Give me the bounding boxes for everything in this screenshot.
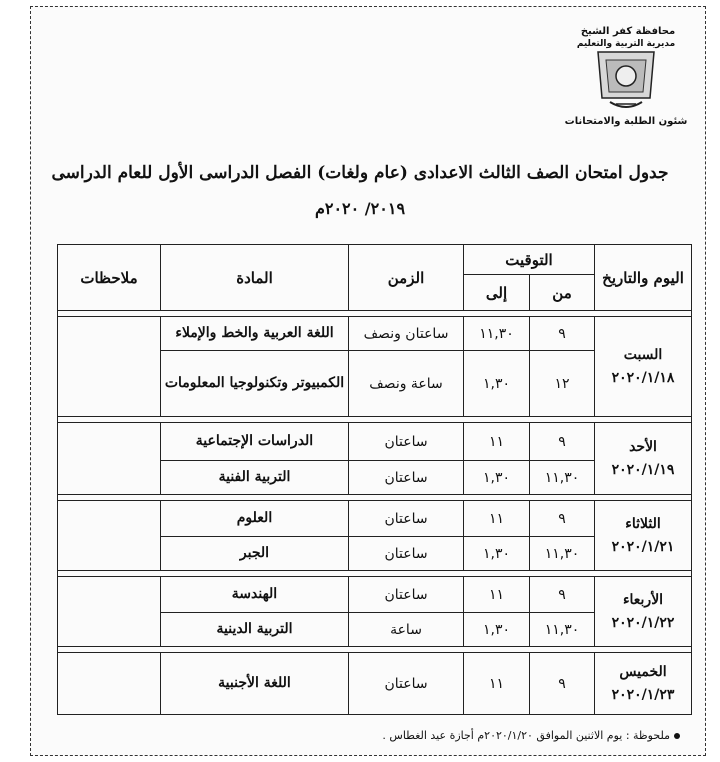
schedule-row	[58, 501, 692, 537]
time-from-cell: ١١,٣٠	[530, 537, 595, 571]
time-from-cell: ١١,٣٠	[530, 613, 595, 647]
time-to-cell: ١١	[464, 501, 530, 537]
day-name: الأحد	[629, 439, 657, 456]
academic-year: ٢٠١٩/ ٢٠٢٠م	[314, 199, 406, 218]
duration-cell: ساعتان	[349, 423, 464, 461]
day-cell	[595, 577, 692, 647]
exam-schedule-table	[57, 244, 692, 715]
directorate-logo	[564, 20, 688, 128]
schedule-row	[58, 653, 692, 715]
subject-cell: الدراسات الإجتماعية	[161, 423, 349, 461]
day-name: الأربعاء	[622, 592, 664, 609]
day-date: ٢٠٢٠/١/٢٣	[611, 686, 675, 703]
header-from: من	[530, 275, 595, 311]
duration-cell: ساعتان	[349, 653, 464, 715]
duration-cell: ساعتان	[349, 537, 464, 571]
schedule-row	[58, 317, 692, 351]
schedule-title: جدول امتحان الصف الثالث الاعدادى (عام ولغات) الفصل الدراسى الأول للعام الدراسى	[51, 163, 669, 183]
subject-cell: التربية الفنية	[161, 461, 349, 495]
notes-cell	[58, 501, 161, 571]
time-from-cell: ٩	[530, 653, 595, 715]
time-to-cell: ١,٣٠	[464, 461, 530, 495]
duration-cell: ساعتان	[349, 577, 464, 613]
day-date: ٢٠٢٠/١/٢١	[611, 538, 675, 555]
subject-cell: اللغة العربية والخط والإملاء	[161, 317, 349, 351]
subject-cell: الهندسة	[161, 577, 349, 613]
emblem-icon	[598, 52, 654, 107]
logo-line1: محافظة كفر الشيخ	[580, 26, 676, 37]
time-to-cell: ١,٣٠	[464, 613, 530, 647]
time-to-cell: ١١	[464, 653, 530, 715]
time-to-cell: ١١	[464, 423, 530, 461]
time-from-cell: ٩	[530, 501, 595, 537]
schedule-row	[58, 423, 692, 461]
day-cell	[595, 653, 692, 715]
time-to-cell: ١١	[464, 577, 530, 613]
header-duration: الزمن	[349, 245, 464, 311]
subject-cell: الكمبيوتر وتكنولوجيا المعلومات	[161, 351, 349, 417]
day-name: الثلاثاء	[625, 516, 661, 533]
header-subject: المادة	[161, 245, 349, 311]
logo-line3: شئون الطلبة والامتحانات	[564, 116, 688, 127]
day-name: السبت	[623, 347, 663, 364]
day-date: ٢٠٢٠/١/١٨	[611, 369, 675, 386]
day-name: الخميس	[619, 664, 667, 681]
header-timing: التوقيت	[464, 245, 595, 275]
note	[40, 729, 680, 742]
day-cell	[595, 501, 692, 571]
header-notes: ملاحظات	[58, 245, 161, 311]
duration-cell: ساعتان	[349, 501, 464, 537]
time-from-cell: ٩	[530, 317, 595, 351]
notes-cell	[58, 317, 161, 417]
header-to: إلى	[464, 275, 530, 311]
time-from-cell: ٩	[530, 577, 595, 613]
time-from-cell: ٩	[530, 423, 595, 461]
schedule-row	[58, 577, 692, 613]
notes-cell	[58, 577, 161, 647]
subject-cell: الجبر	[161, 537, 349, 571]
logo-line2: مديرية التربية والتعليم	[576, 39, 676, 49]
duration-cell: ساعتان ونصف	[349, 317, 464, 351]
bullet-icon	[674, 733, 680, 739]
day-cell	[595, 423, 692, 495]
duration-cell: ساعة ونصف	[349, 351, 464, 417]
day-date: ٢٠٢٠/١/٢٢	[611, 614, 675, 631]
subject-cell: التربية الدينية	[161, 613, 349, 647]
time-to-cell: ١,٣٠	[464, 537, 530, 571]
subject-cell: اللغة الأجنبية	[161, 653, 349, 715]
note-text: ملحوظة : يوم الاثنين الموافق ٢٠٢٠/١/٢٠م أجازة عيد الغطاس .	[382, 729, 670, 742]
day-cell	[595, 317, 692, 417]
time-to-cell: ١١,٣٠	[464, 317, 530, 351]
time-from-cell: ١١,٣٠	[530, 461, 595, 495]
time-to-cell: ١,٣٠	[464, 351, 530, 417]
time-from-cell: ١٢	[530, 351, 595, 417]
header-day: اليوم والتاريخ	[595, 245, 692, 311]
subject-cell: العلوم	[161, 501, 349, 537]
notes-cell	[58, 423, 161, 495]
day-date: ٢٠٢٠/١/١٩	[611, 461, 675, 478]
notes-cell	[58, 653, 161, 715]
duration-cell: ساعتان	[349, 461, 464, 495]
duration-cell: ساعة	[349, 613, 464, 647]
